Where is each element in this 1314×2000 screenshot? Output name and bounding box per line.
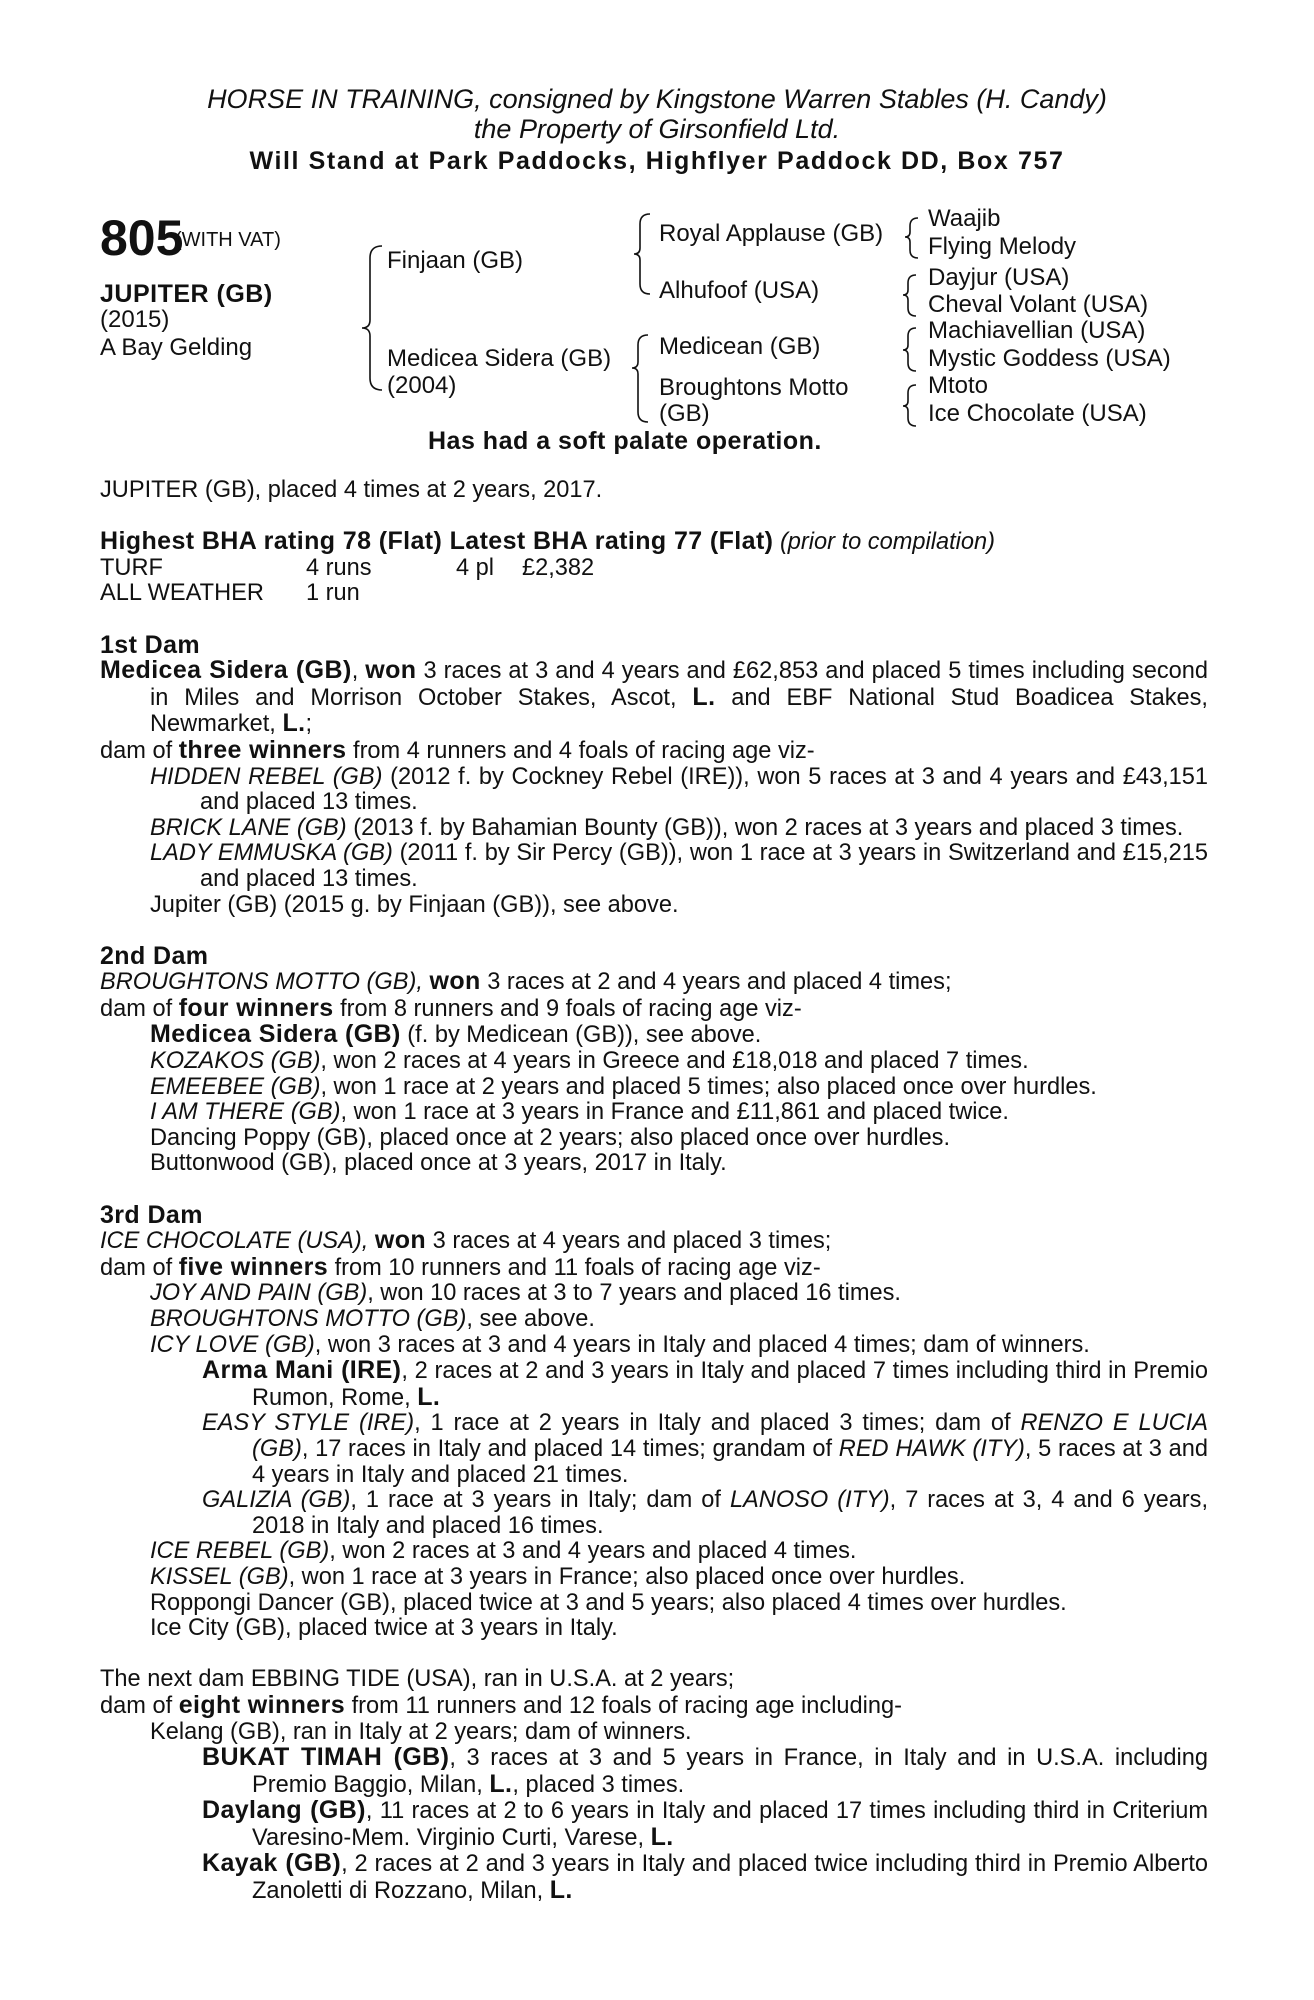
pedigree-dam-year: (2004) bbox=[387, 372, 457, 399]
next-grandchild-2: Daylang (GB), 11 races at 2 to 6 years in Italy and placed 17 times including third in Criterium Varesino-Mem. Virginio Curti, Varese, L. bbox=[202, 1796, 1209, 1851]
dam3-offspring-4: ICE REBEL (GB), won 2 races at 3 and 4 years and placed 4 times. bbox=[150, 1538, 857, 1565]
dam3-record: ICE CHOCOLATE (USA), won 3 races at 4 years and placed 3 times; bbox=[100, 1226, 832, 1255]
dam3-offspring-6: Roppongi Dancer (GB), placed twice at 3 and 5 years; also placed 4 times over hurdles. bbox=[150, 1589, 1067, 1616]
dam1-offspring-4: Jupiter (GB) (2015 g. by Finjaan (GB)), see above. bbox=[150, 891, 679, 918]
pedigree-g5: Machiavellian (USA) bbox=[928, 317, 1146, 344]
lot-number: 805 bbox=[100, 210, 184, 266]
consignment-line: HORSE IN TRAINING, consigned by Kingstone Warren Stables (H. Candy) bbox=[207, 84, 1107, 114]
pedigree-g1: Waajib bbox=[928, 205, 1001, 232]
dam2-offspring-3: EMEEBEE (GB), won 1 race at 2 years and placed 5 times; also placed once over hurdles. bbox=[150, 1073, 1097, 1100]
dam1-offspring-1: HIDDEN REBEL (GB) (2012 f. by Cockney Rebel (IRE)), won 5 races at 3 and 4 years and £43,151 and placed 13 times. bbox=[150, 763, 1208, 816]
dam3-offspring-5: KISSEL (GB), won 1 race at 3 years in France; also placed once over hurdles. bbox=[150, 1563, 966, 1590]
stat-surface: TURF bbox=[100, 554, 163, 581]
dam3-grandchild-1: Arma Mani (IRE), 2 races at 2 and 3 years in Italy and placed 7 times including third in Premio Rumon, Rome, L. bbox=[202, 1356, 1208, 1411]
pedigree-dam-dam: Broughtons Motto bbox=[659, 374, 849, 401]
horse-description: A Bay Gelding bbox=[100, 334, 253, 361]
dam2-heading: 2nd Dam bbox=[100, 941, 209, 970]
dam2-offspring-1: Medicea Sidera (GB) (f. by Medicean (GB)), see above. bbox=[150, 1020, 762, 1049]
stat-runs: 4 runs bbox=[306, 554, 372, 581]
horse-year: (2015) bbox=[100, 306, 170, 333]
pedigree-sire: Finjaan (GB) bbox=[387, 247, 524, 274]
stat-surface: ALL WEATHER bbox=[100, 580, 264, 607]
location-line: Will Stand at Park Paddocks, Highflyer Paddock DD, Box 757 bbox=[249, 147, 1065, 175]
summary-line: JUPITER (GB), placed 4 times at 2 years, 2017. bbox=[100, 477, 603, 503]
pedigree-dam-dam-country: (GB) bbox=[659, 400, 710, 427]
dam3-offspring-7: Ice City (GB), placed twice at 3 years in Italy. bbox=[150, 1615, 618, 1642]
dam2-offspring-2: KOZAKOS (GB), won 2 races at 4 years in Greece and £18,018 and placed 7 times. bbox=[150, 1048, 1029, 1075]
dam1-produce: dam of three winners from 4 runners and 4 foals of racing age viz- bbox=[100, 735, 815, 764]
next-dam-record: The next dam EBBING TIDE (USA), ran in U.S.A. at 2 years; bbox=[100, 1666, 735, 1693]
rating-line bbox=[100, 529, 1208, 556]
dam2-record: BROUGHTONS MOTTO (GB), won 3 races at 2 and 4 years and placed 4 times; bbox=[100, 967, 952, 996]
pedigree-g7: Mtoto bbox=[928, 372, 989, 399]
dam2-offspring-6: Buttonwood (GB), placed once at 3 years, 2017 in Italy. bbox=[150, 1150, 727, 1177]
pedigree-g4: Cheval Volant (USA) bbox=[928, 291, 1149, 318]
dam3-heading: 3rd Dam bbox=[100, 1200, 203, 1229]
next-grandchild-3: Kayak (GB), 2 races at 2 and 3 years in Italy and placed twice including third in Premio Alberto Zanoletti di Rozzano, Milan, L. bbox=[202, 1849, 1208, 1905]
catalogue-body bbox=[100, 478, 1208, 1905]
pedigree-g8: Ice Chocolate (USA) bbox=[928, 400, 1147, 427]
pedigree-dam: Medicea Sidera (GB) bbox=[387, 345, 612, 372]
dam1-offspring-2: BRICK LANE (GB) (2013 f. by Bahamian Bounty (GB)), won 2 races at 3 years and placed 3 times. bbox=[150, 814, 1184, 841]
rating-bold: Highest BHA rating 78 (Flat) Latest BHA rating 77 (Flat) bbox=[100, 527, 774, 556]
dam1-heading: 1st Dam bbox=[100, 630, 201, 659]
stats-all-weather bbox=[100, 581, 1208, 607]
stat-placed: 4 pl bbox=[456, 554, 495, 581]
dam1-offspring-3: LADY EMMUSKA (GB) (2011 f. by Sir Percy (GB)), won 1 race at 3 years in Switzerland and £15,215 and placed 13 times. bbox=[150, 840, 1208, 892]
pedigree-sire-sire: Royal Applause (GB) bbox=[659, 220, 884, 247]
pedigree-g6: Mystic Goddess (USA) bbox=[928, 345, 1171, 372]
next-offspring-1: Kelang (GB), ran in Italy at 2 years; dam of winners. bbox=[150, 1718, 692, 1745]
dam2-offspring-4: I AM THERE (GB), won 1 race at 3 years in France and £11,861 and placed twice. bbox=[150, 1099, 1009, 1126]
horse-name: JUPITER (GB) bbox=[100, 280, 273, 308]
dam2-offspring-5: Dancing Poppy (GB), placed once at 2 years; also placed once over hurdles. bbox=[150, 1124, 951, 1151]
stats-turf bbox=[100, 556, 1208, 582]
pedigree-g2: Flying Melody bbox=[928, 233, 1077, 260]
pedigree-brackets bbox=[0, 0, 1314, 440]
dam3-produce: dam of five winners from 10 runners and 11 foals of racing age viz- bbox=[100, 1252, 821, 1281]
stat-runs: 1 run bbox=[306, 580, 360, 607]
pedigree-dam-sire: Medicean (GB) bbox=[659, 333, 821, 360]
rating-note: (prior to compilation) bbox=[779, 529, 995, 556]
dam3-grandchild-3: GALIZIA (GB), 1 race at 3 years in Italy; dam of LANOSO (ITY), 7 races at 3, 4 and 6 years, 2018 in Italy and placed 16 times. bbox=[202, 1487, 1209, 1539]
pedigree-sire-dam: Alhufoof (USA) bbox=[659, 277, 820, 304]
dam3-offspring-2: BROUGHTONS MOTTO (GB), see above. bbox=[150, 1306, 595, 1332]
dam2-produce: dam of four winners from 8 runners and 9 foals of racing age viz- bbox=[100, 993, 802, 1022]
dam3-offspring-3: ICY LOVE (GB), won 3 races at 3 and 4 years in Italy and placed 4 times; dam of winners. bbox=[150, 1331, 1090, 1358]
next-grandchild-1: BUKAT TIMAH (GB), 3 races at 3 and 5 years in France, in Italy and in U.S.A. including Premio Baggio, Milan, L., placed 3 times. bbox=[202, 1743, 1208, 1798]
vat-note: (WITH VAT) bbox=[175, 229, 281, 251]
dam3-offspring-1: JOY AND PAIN (GB), won 10 races at 3 to 7 years and placed 16 times. bbox=[150, 1280, 901, 1307]
property-line: the Property of Girsonfield Ltd. bbox=[473, 114, 841, 144]
pedigree-g3: Dayjur (USA) bbox=[928, 264, 1070, 291]
dam3-grandchild-2: EASY STYLE (IRE), 1 race at 2 years in Italy and placed 3 times; dam of RENZO E LUCIA (GB), 17 races in Italy and placed 14 times; grandam of RED HAWK (ITY), 5 races at 3 and 4 years in Italy and placed 21 times. bbox=[202, 1410, 1208, 1488]
soft-palate-note: Has had a soft palate operation. bbox=[428, 427, 822, 455]
next-dam-produce: dam of eight winners from 11 runners and 12 foals of racing age including- bbox=[100, 1690, 903, 1719]
dam1-record: Medicea Sidera (GB), won 3 races at 3 and 4 years and £62,853 and placed 5 times including second in Miles and Morrison October Stakes, Ascot, L. and EBF National Stud Boadicea Stakes, Newmarket, L.; bbox=[100, 656, 1208, 738]
stat-money: £2,382 bbox=[522, 554, 595, 581]
